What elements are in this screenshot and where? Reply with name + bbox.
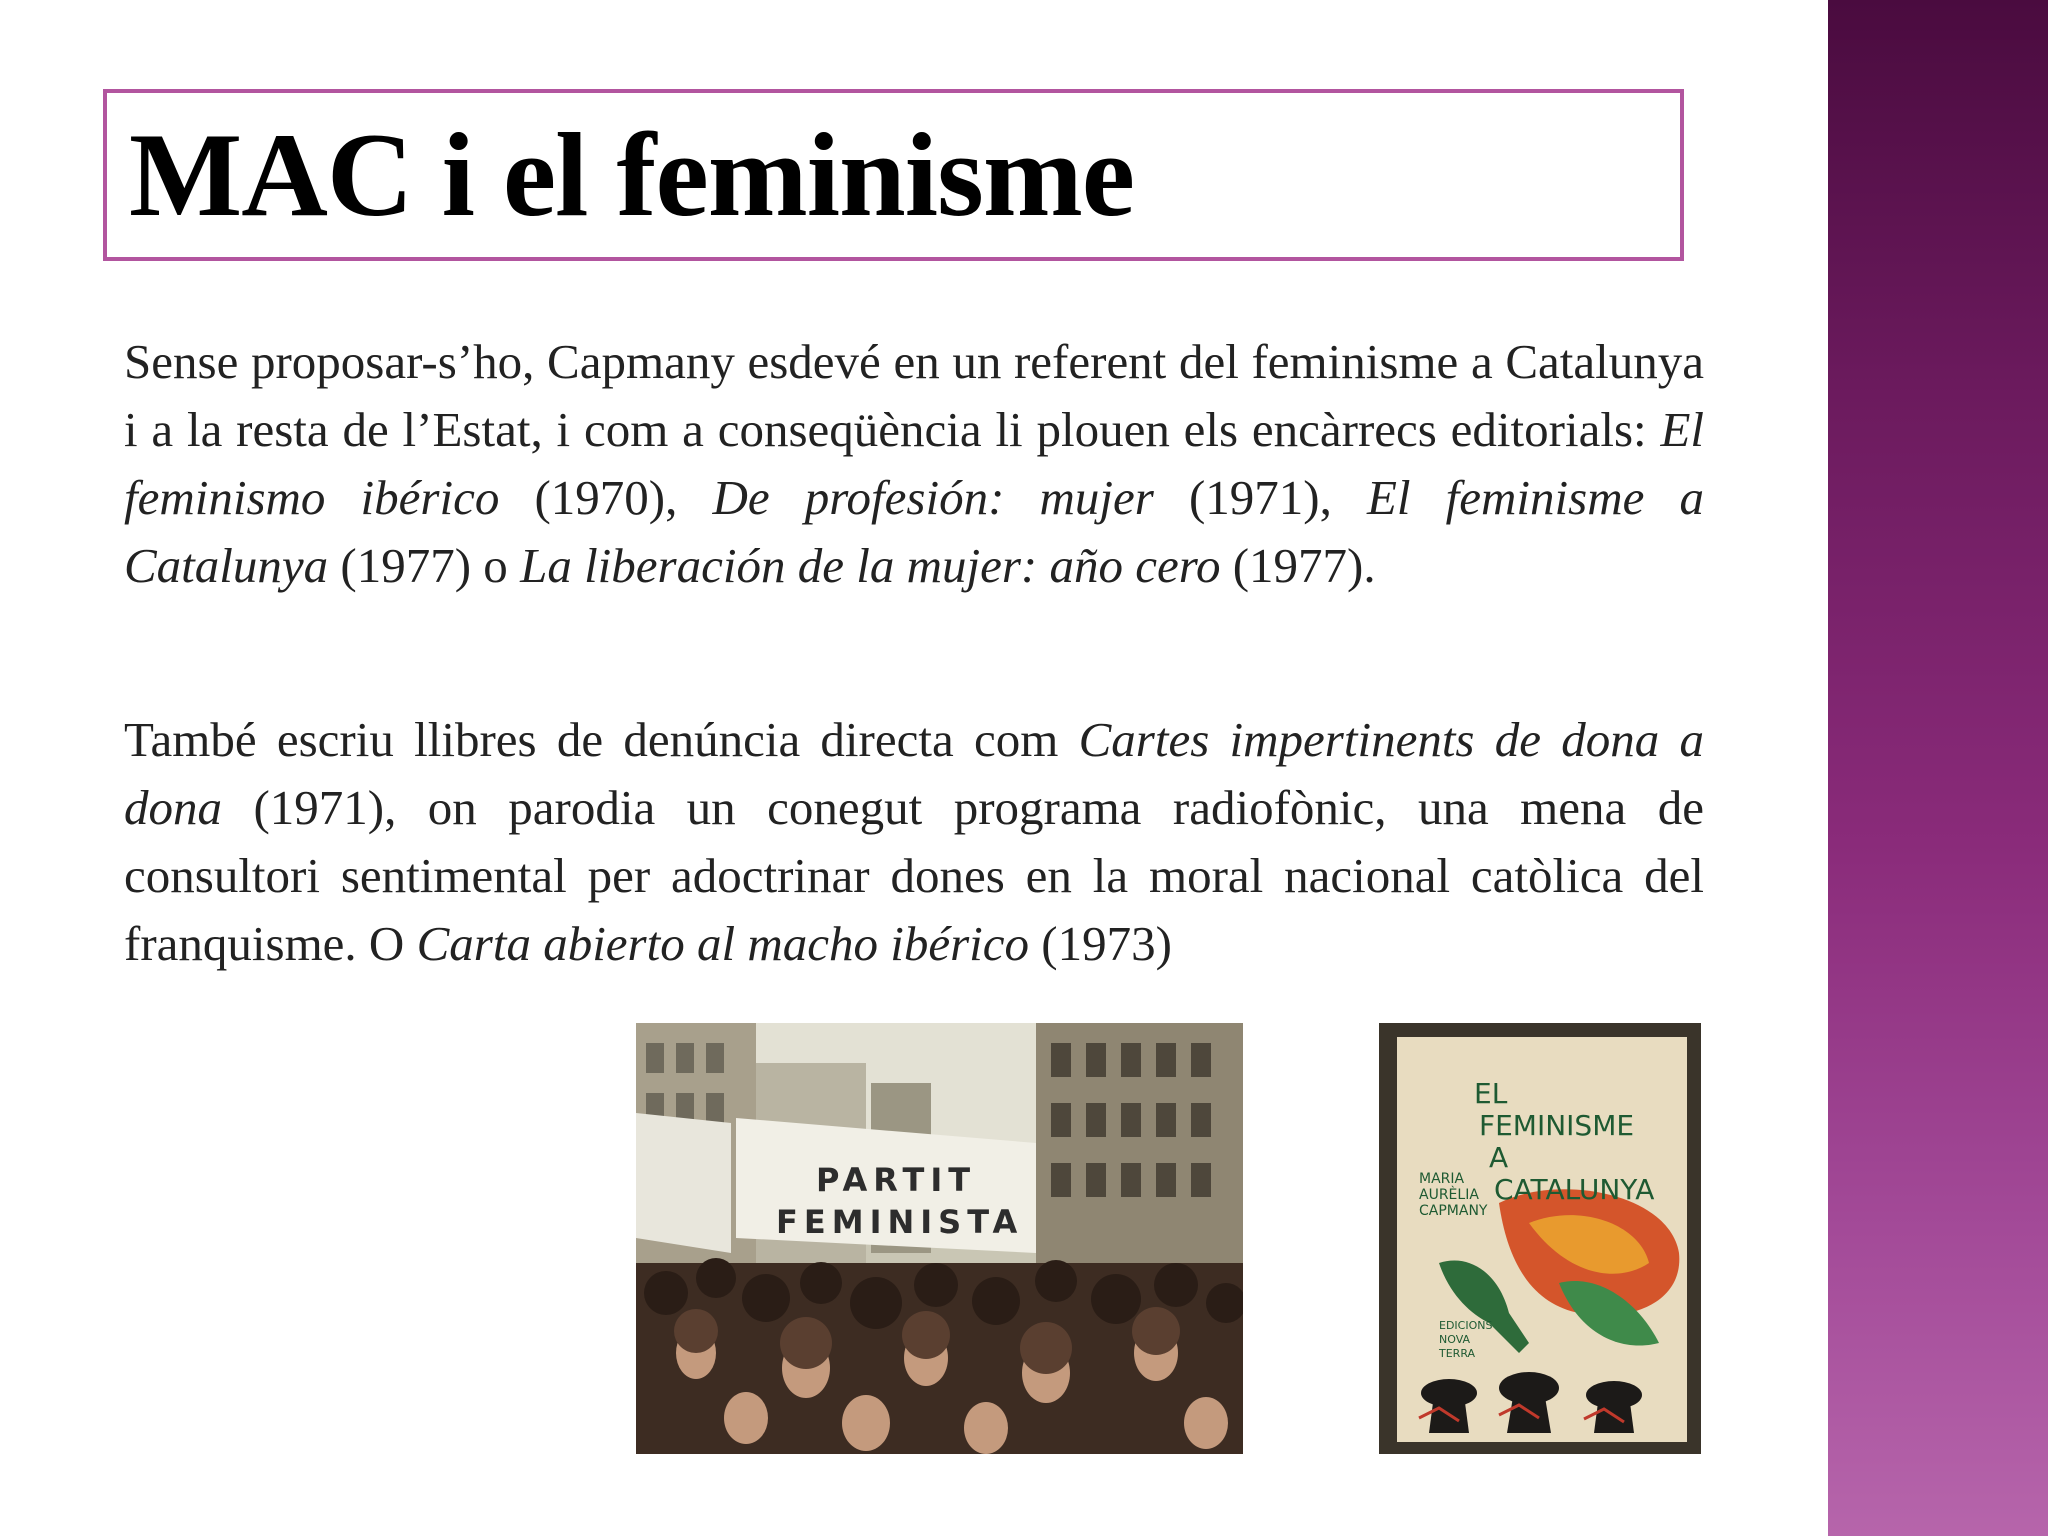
title-box	[103, 89, 1684, 261]
book-title-line2: FEMINISME	[1479, 1109, 1635, 1142]
book-publisher-line1: EDICIONS	[1439, 1319, 1493, 1332]
book-author-line1: MARIA	[1419, 1171, 1465, 1187]
p2-book-title: Carta abierto al macho ibérico	[416, 916, 1030, 971]
book-publisher-line3: TERRA	[1439, 1347, 1476, 1360]
p1-book-title: De profesión: mujer	[712, 470, 1154, 525]
book-author-line3: CAPMANY	[1419, 1203, 1488, 1219]
book-title-line4: CATALUNYA	[1494, 1173, 1655, 1206]
book-author-line2: AURÈLIA	[1419, 1187, 1479, 1203]
book-title-line1: EL	[1474, 1077, 1508, 1110]
book-title-line3: A	[1489, 1141, 1509, 1174]
banner-text-line1: PARTIT	[816, 1161, 977, 1199]
decorative-sidebar	[1828, 0, 2048, 1536]
book-publisher-line2: NOVA	[1439, 1333, 1471, 1346]
p1-text: (1970),	[499, 470, 713, 525]
banner-text-line2: FEMINISTA	[776, 1203, 1024, 1241]
book-cover-photo	[1379, 1023, 1701, 1454]
paragraph-1	[124, 328, 1704, 600]
p1-text: (1977).	[1220, 538, 1376, 593]
demonstration-photo	[636, 1023, 1243, 1454]
p1-book-title: La liberación de la mujer: año cero	[520, 538, 1221, 593]
p1-text: (1977) o	[328, 538, 521, 593]
p2-book-title: Cartes impertinents de dona a dona	[124, 712, 1704, 835]
p2-text: (1973)	[1029, 916, 1172, 971]
p1-book-title: El feminisme a Catalunya	[124, 470, 1704, 593]
p2-text: (1971), on parodia un conegut programa radiofònic, una mena de consultori sentimental per adoctrinar dones en la moral nacional catòlica del franquisme. O	[124, 780, 1704, 971]
p1-text: Sense proposar-s’ho, Capmany esdevé en un referent del feminisme a Catalunya i a la resta de l’Estat, i com a conseqüència li plouen els encàrrecs editorials:	[124, 334, 1704, 457]
paragraph-2	[124, 706, 1704, 978]
p1-text: (1971),	[1153, 470, 1367, 525]
slide-title: MAC i el feminisme	[129, 108, 1135, 241]
p1-book-title: El feminismo ibérico	[124, 402, 1704, 525]
p2-text: També escriu llibres de denúncia directa com	[124, 712, 1079, 767]
